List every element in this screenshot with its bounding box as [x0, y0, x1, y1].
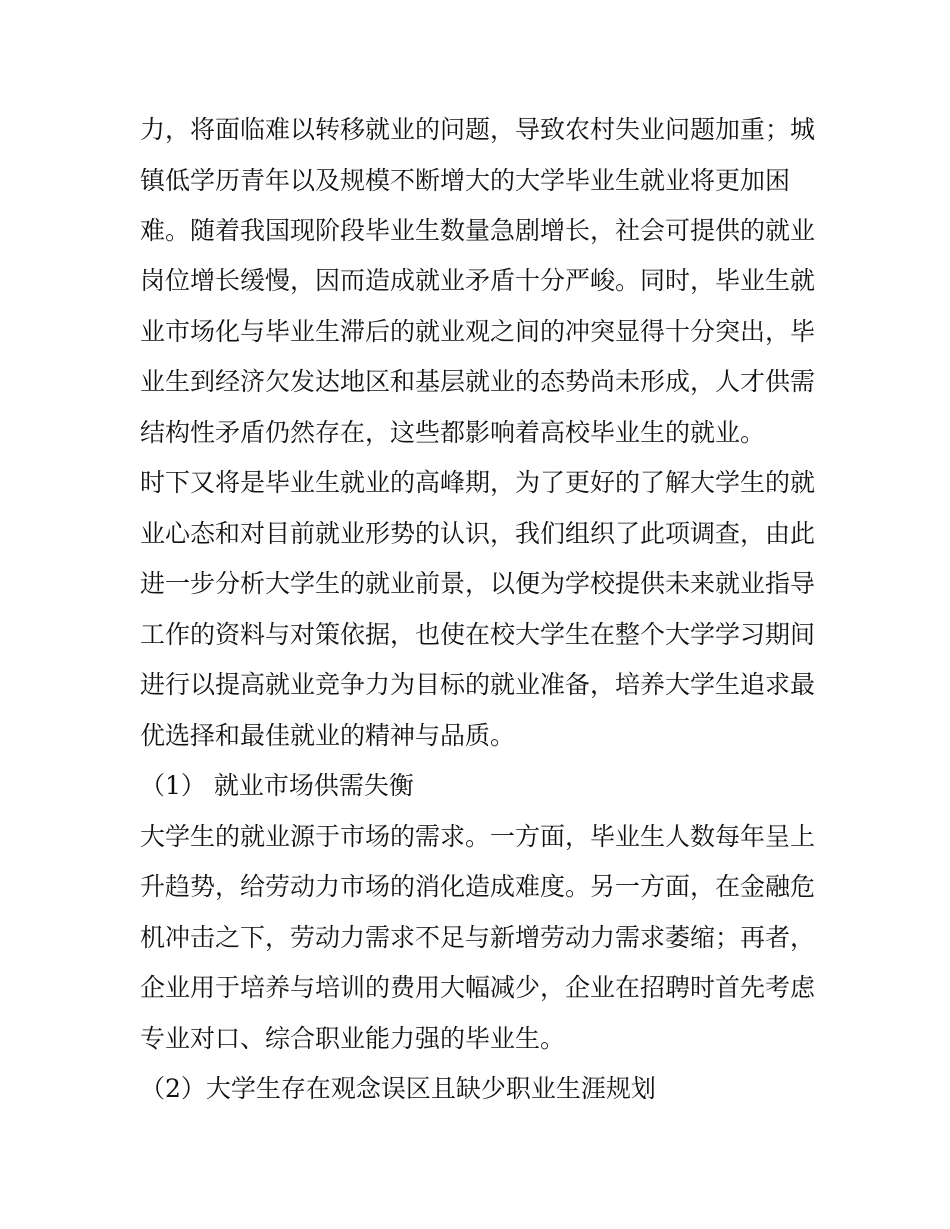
paragraph-3-line-2: 升趋势，给劳动力市场的消化造成难度。另一方面，在金融危	[140, 872, 816, 901]
paragraph-1-line-5: 业市场化与毕业生滞后的就业观之间的冲突显得十分突出，毕	[140, 317, 816, 346]
paragraph-3-line-3: 机冲击之下，劳动力需求不足与新增劳动力需求萎缩；再者，	[140, 923, 816, 952]
paragraph-2-line-2: 业心态和对目前就业形势的认识，我们组织了此项调查，由此	[140, 519, 816, 548]
paragraph-1-line-4: 岗位增长缓慢，因而造成就业矛盾十分严峻。同时，毕业生就	[140, 266, 816, 295]
paragraph-2-line-1: 时下又将是毕业生就业的高峰期，为了更好的了解大学生的就	[140, 468, 816, 497]
paragraph-2-line-4: 工作的资料与对策依据，也使在校大学生在整个大学学习期间	[140, 620, 816, 649]
paragraph-1-line-1: 力，将面临难以转移就业的问题，导致农村失业问题加重；城	[140, 115, 816, 144]
paragraph-2-line-5: 进行以提高就业竞争力为目标的就业准备，培养大学生追求最	[140, 670, 816, 699]
paragraph-1-line-7: 结构性矛盾仍然存在，这些都影响着高校毕业生的就业。	[140, 418, 766, 447]
paragraph-3-line-4: 企业用于培养与培训的费用大幅减少，企业在招聘时首先考虑	[140, 973, 816, 1002]
paragraph-2-line-6: 优选择和最佳就业的精神与品质。	[140, 721, 516, 750]
section-heading-2: （2）大学生存在观念误区且缺少职业生涯规划	[140, 1074, 656, 1103]
paragraph-1-line-3: 难。随着我国现阶段毕业生数量急剧增长，社会可提供的就业	[140, 216, 816, 245]
paragraph-3-line-1: 大学生的就业源于市场的需求。一方面，毕业生人数每年呈上	[140, 822, 816, 851]
paragraph-1-line-6: 业生到经济欠发达地区和基层就业的态势尚未形成，人才供需	[140, 367, 816, 396]
paragraph-2-line-3: 进一步分析大学生的就业前景，以便为学校提供未来就业指导	[140, 569, 816, 598]
paragraph-3-line-5: 专业对口、综合职业能力强的毕业生。	[140, 1024, 566, 1053]
section-heading-1: （1） 就业市场供需失衡	[140, 771, 414, 800]
paragraph-1-line-2: 镇低学历青年以及规模不断增大的大学毕业生就业将更加困	[140, 166, 791, 195]
